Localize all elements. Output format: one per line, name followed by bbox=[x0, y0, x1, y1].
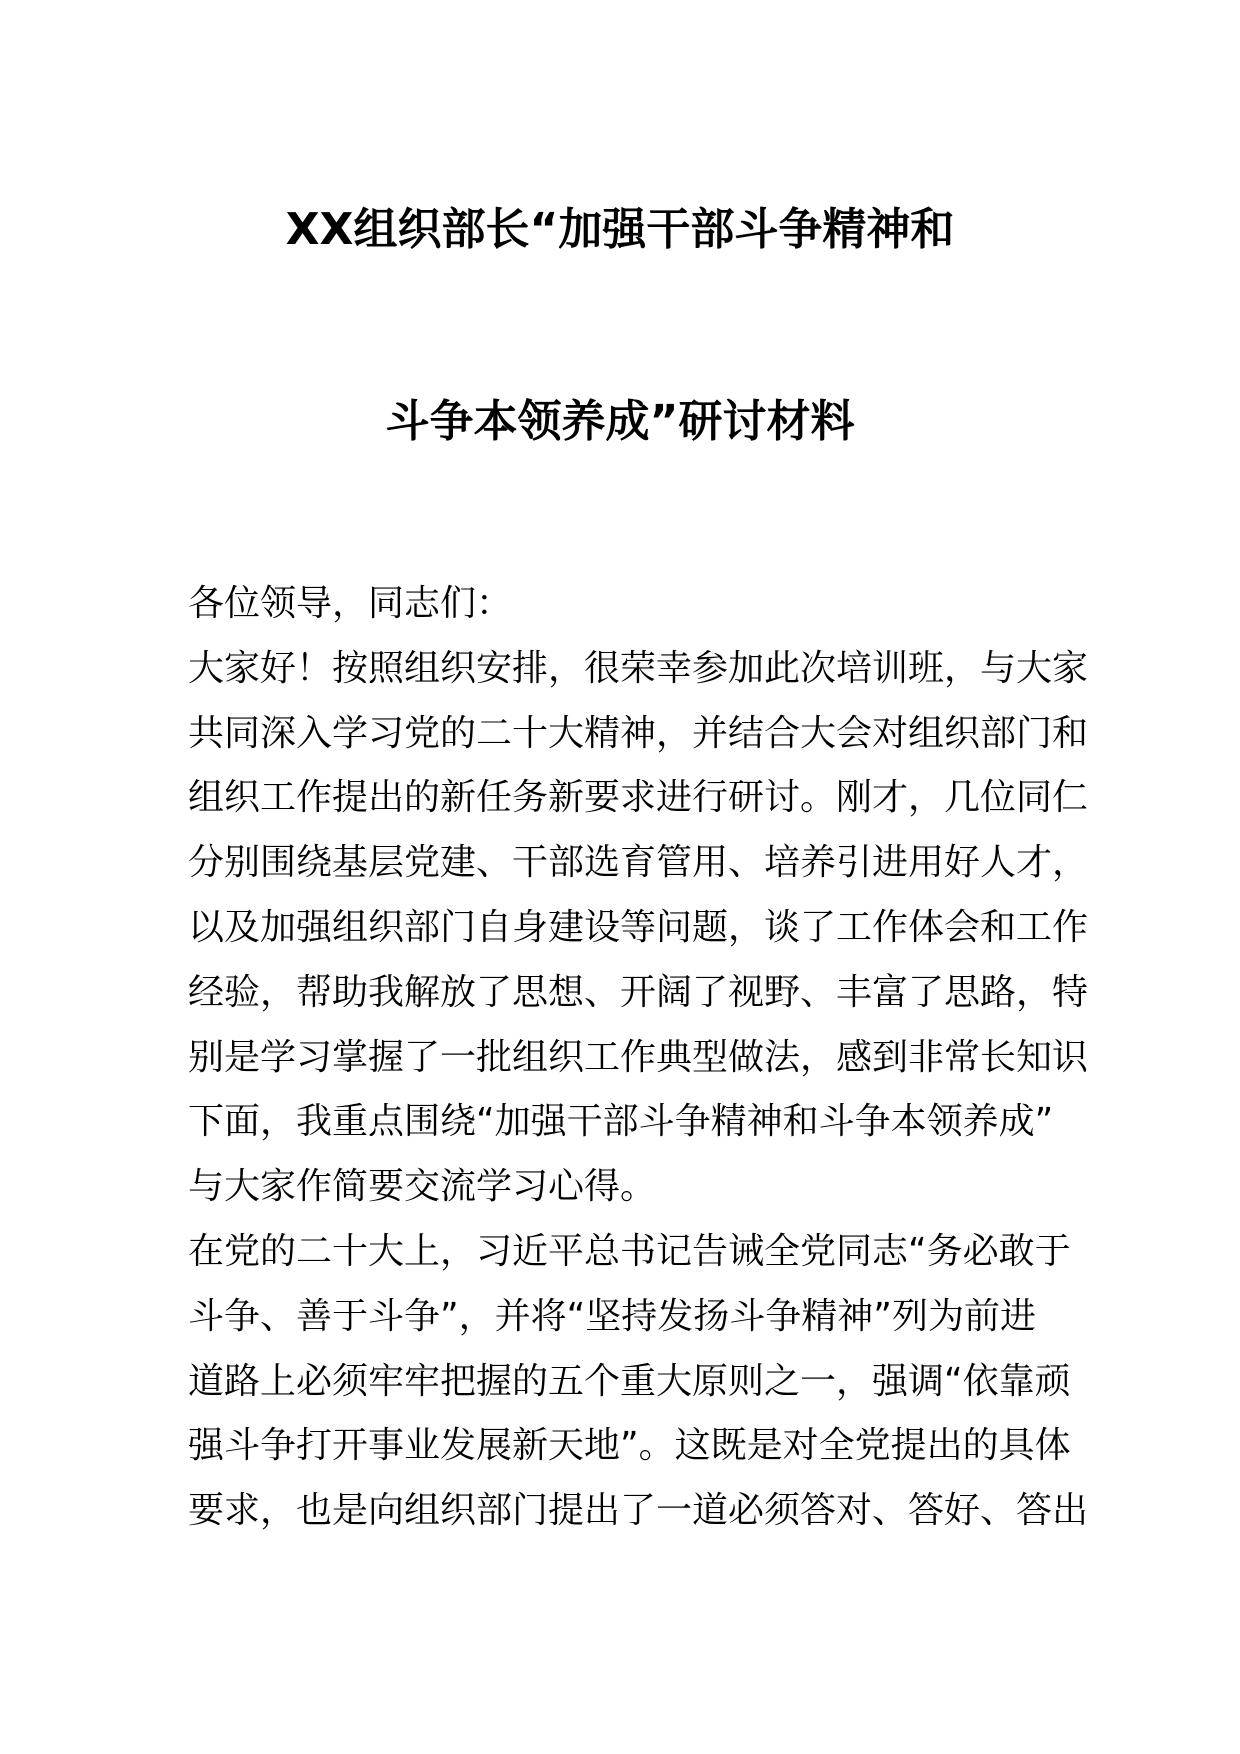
body-line: 强斗争打开事业发展新天地”。这既是对全党提出的具体 bbox=[188, 1425, 1071, 1467]
body-line: 经验，帮助我解放了思想、开阔了视野、丰富了思路，特 bbox=[188, 971, 1089, 1013]
document-title-line-1: XX组织部长“加强干部斗争精神和 bbox=[285, 204, 955, 255]
body-line: 要求，也是向组织部门提出了一道必须答对、答好、答出 bbox=[188, 1490, 1089, 1532]
body-line: 在党的二十大上，习近平总书记告诫全党同志“务必敢于 bbox=[188, 1230, 1071, 1272]
body-line: 共同深入学习党的二十大精神，并结合大会对组织部门和 bbox=[188, 712, 1089, 754]
body-line: 分别围绕基层党建、干部选育管用、培养引进用好人才， bbox=[188, 842, 1089, 884]
body-line-salutation: 各位领导，同志们： bbox=[188, 583, 513, 624]
body-line: 以及加强组织部门自身建设等问题，谈了工作体会和工作 bbox=[188, 906, 1089, 948]
document-title-line-2: 斗争本领养成”研讨材料 bbox=[385, 396, 855, 447]
document-body bbox=[188, 572, 1089, 1544]
body-line: 大家好！按照组织安排，很荣幸参加此次培训班，与大家 bbox=[188, 647, 1089, 689]
body-line: 道路上必须牢牢把握的五个重大原则之一，强调“依靠顽 bbox=[188, 1360, 1071, 1402]
body-line: 斗争、善于斗争”，并将“坚持发扬斗争精神”列为前进 bbox=[188, 1295, 1036, 1337]
body-line: 别是学习掌握了一批组织工作典型做法，感到非常长知识 bbox=[188, 1036, 1089, 1078]
body-line: 组织工作提出的新任务新要求进行研讨。刚才，几位同仁 bbox=[188, 777, 1089, 819]
body-line: 与大家作简要交流学习心得。 bbox=[188, 1166, 657, 1208]
body-line: 下面，我重点围绕“加强干部斗争精神和斗争本领养成” bbox=[188, 1101, 1054, 1143]
